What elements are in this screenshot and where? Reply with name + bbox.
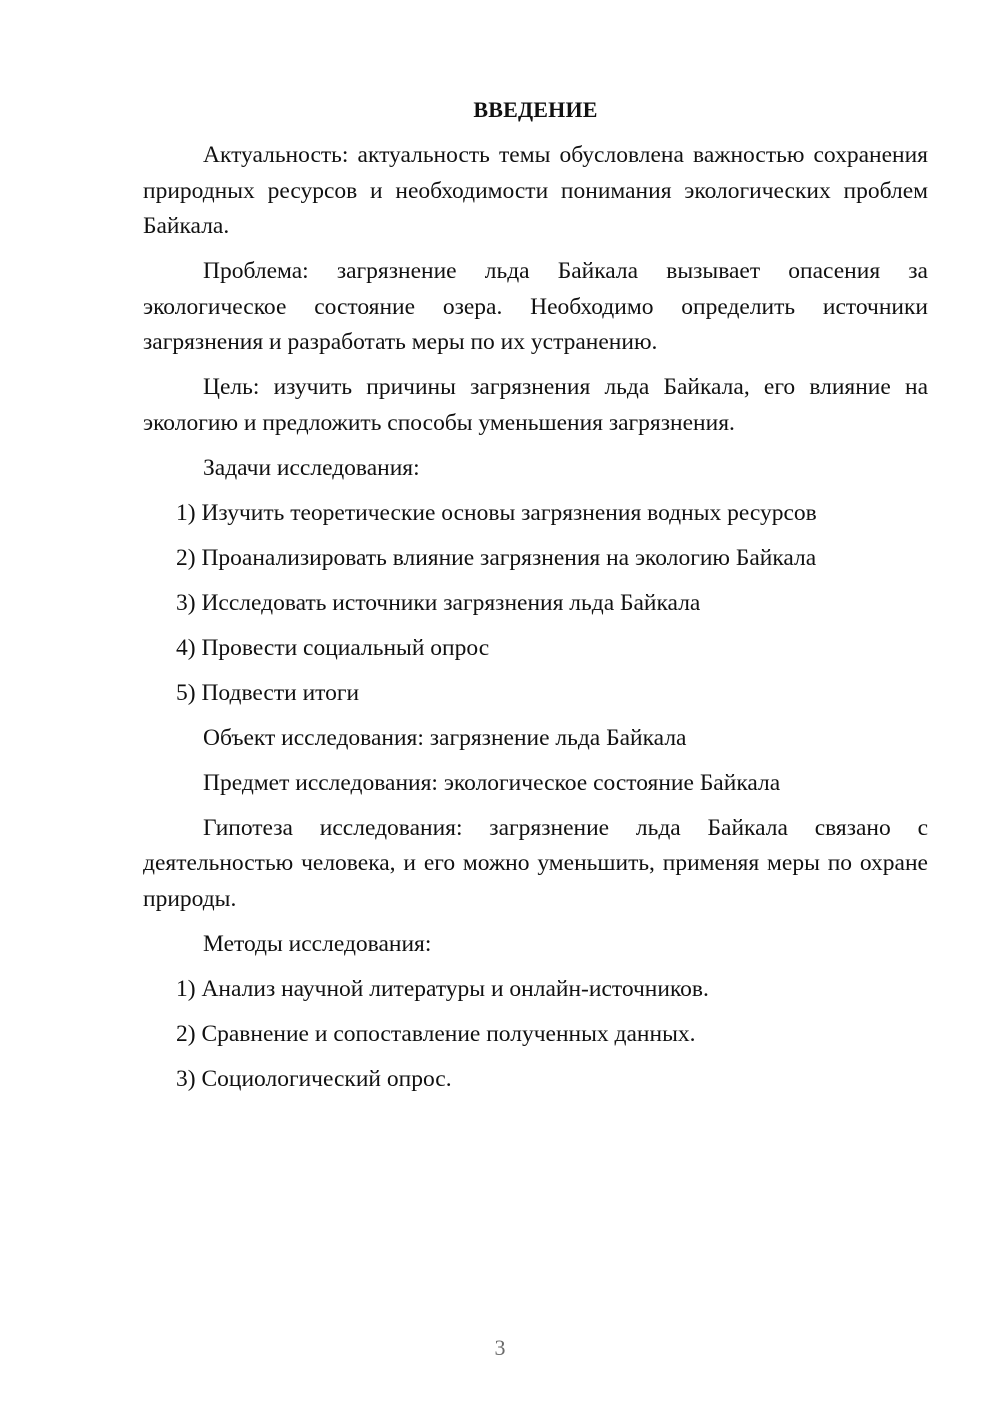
methods-list bbox=[143, 972, 928, 1098]
section-heading: ВВЕДЕНИЕ bbox=[473, 97, 598, 122]
research-subject: Предмет исследования: экологическое состояние Байкала bbox=[203, 769, 781, 796]
methods-heading: Методы исследования: bbox=[203, 930, 432, 957]
task-item: 2) Проанализировать влияние загрязнения на экологию Байкала bbox=[176, 544, 817, 571]
task-item: 5) Подвести итоги bbox=[176, 679, 360, 706]
research-object: Объект исследования: загрязнение льда Байкала bbox=[203, 724, 687, 751]
method-item: 1) Анализ научной литературы и онлайн-источников. bbox=[176, 975, 709, 1002]
page-content bbox=[143, 96, 928, 1107]
tasks-heading: Задачи исследования: bbox=[203, 454, 420, 481]
hypothesis-paragraph: Гипотеза исследования: загрязнение льда Байкала связано с деятельностью человека, и его можно уменьшить, применяя меры по охране природы. bbox=[143, 814, 928, 912]
method-item: 2) Сравнение и сопоставление полученных данных. bbox=[176, 1020, 696, 1047]
method-item: 3) Социологический опрос. bbox=[176, 1065, 452, 1092]
goal-paragraph: Цель: изучить причины загрязнения льда Байкала, его влияние на экологию и предложить способы уменьшения загрязнения. bbox=[143, 374, 928, 436]
task-item: 4) Провести социальный опрос bbox=[176, 634, 490, 661]
problem-paragraph: Проблема: загрязнение льда Байкала вызывает опасения за экологическое состояние озера. Необходимо определить источники загрязнения и разработать меры по их устранению. bbox=[143, 258, 928, 355]
task-item: 3) Исследовать источники загрязнения льда Байкала bbox=[176, 589, 701, 616]
task-item: 1) Изучить теоретические основы загрязнения водных ресурсов bbox=[176, 499, 817, 526]
relevance-paragraph: Актуальность: актуальность темы обусловлена важностью сохранения природных ресурсов и необходимости понимания экологических проблем Байкала. bbox=[143, 142, 928, 239]
tasks-list bbox=[143, 496, 928, 712]
page-number: 3 bbox=[494, 1335, 506, 1360]
